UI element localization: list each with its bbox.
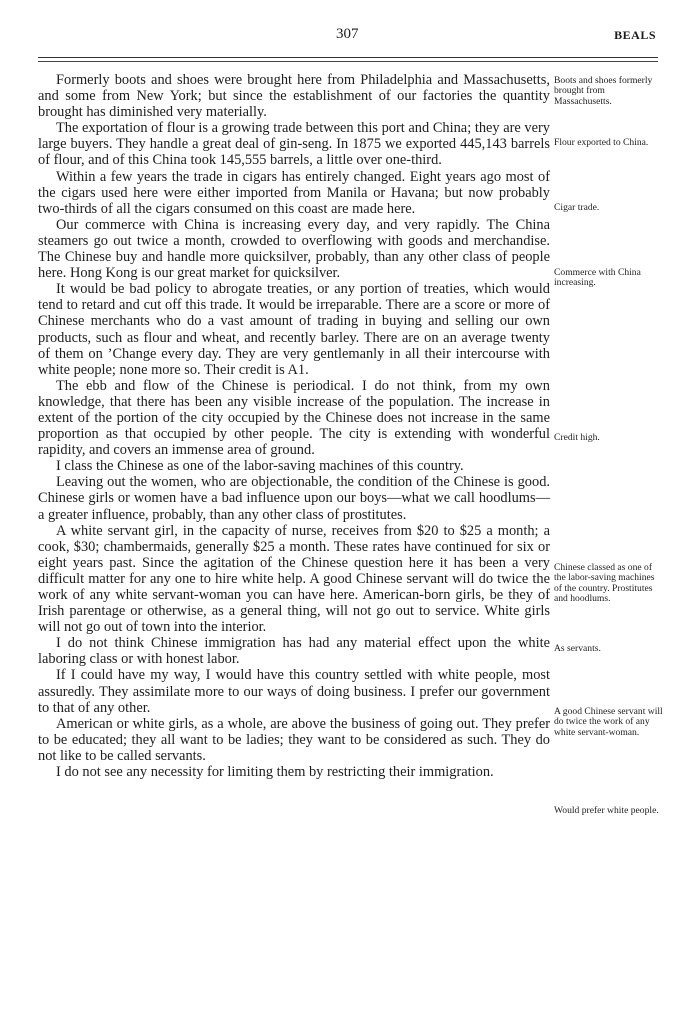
paragraph-servants: A white servant girl, in the capacity of nurse, receives from $20 to $25 a month; a cook, $30; chambermaids, generally $25 a month. These rates have continued for six or eight years past. Since the agitation of the Chinese question here it has been a very difficult matter for any one to hire white help. A good Chinese servant will do twice the work of any white servant-woman you can have here. American-born girls, be they of Irish parentage or otherwise, as a general thing, will not go out to service. White girls will not go out of town into the interior. [38, 522, 550, 636]
paragraph-commerce: Our commerce with China is increasing every day, and very rapidly. The China steamers go out twice a month, crowded to overflowing with goods and merchandise. The Chinese buy and handle more quicksilver, probably, than any other class of people here. Hong Kong is our great market for quicksilver. [38, 216, 550, 282]
margin-note-commerce: Commerce with China increasing. [554, 267, 641, 289]
paragraph-white-settlers: If I could have my way, I would have this country settled with white people, most assuredly. They assimilate more to our ways of doing business. I prefer our government to that of any other. [38, 667, 550, 716]
margin-note-good-servant: A good Chinese servant will do twice the work of any white servant-woman. [554, 706, 663, 738]
paragraph-boots: Formerly boots and shoes were brought here from Philadelphia and Massachusetts, and some from New York; but since the establishment of our factories the quantity brought has diminished very materially. [38, 72, 550, 121]
margin-note-boots: Boots and shoes formerly brought from Massachusetts. [554, 75, 653, 107]
paragraph-cigars: Within a few years the trade in cigars has entirely changed. Eight years ago most of the cigars used here were either imported from Manila or Havana; but now probably two-thirds of all the cigars consumed on this coast are made here. [38, 168, 550, 217]
margin-note-cigar: Cigar trade. [554, 202, 600, 213]
page-number: 307 [336, 26, 359, 42]
header-rule-top [38, 57, 658, 58]
margin-note-white-people: Would prefer white people. [554, 805, 659, 816]
margin-note-servants: As servants. [554, 643, 601, 654]
margin-note-credit: Credit high. [554, 432, 600, 443]
paragraph-ebb-flow: The ebb and flow of the Chinese is periodical. I do not think, from my own knowledge, that there has been any visible increase of the population. The increase in extent of the portion of the city occupied by the Chinese does not increase in the same proportion as that occupied by other people. The city is extending with wonderful rapidity, and covers an immense area of ground. [38, 377, 550, 459]
paragraph-immigration-effect: I do not think Chinese immigration has had any material effect upon the white laboring class or with honest labor. [38, 635, 550, 668]
margin-note-flour: Flour exported to China. [554, 137, 649, 148]
paragraph-restriction: I do not see any necessity for limiting them by restricting their immigration. [56, 764, 494, 781]
paragraph-flour: The exportation of flour is a growing trade between this port and China; they are very large buyers. They handle a great deal of gin-seng. In 1875 we exported 445,143 barrels of flour, and of this China took 145,555 barrels, a little over one-third. [38, 120, 550, 169]
paragraph-treaties: It would be bad policy to abrogate treaties, or any portion of treaties, which would tend to retard and cut off this trade. It would be irreparable. There are a score or more of Chinese merchants who do a vast amount of trading in buying and selling our own products, such as flour and wheat, and recently barley. There are on an average twenty of them on ’Change every day. They are very gentlemanly in all their intercourse with white people; none more so. Their credit is A1. [38, 281, 550, 378]
page-header [38, 26, 656, 46]
paragraph-labor-saving: I class the Chinese as one of the labor-saving machines of this country. [56, 458, 464, 475]
margin-note-labor-saving: Chinese classed as one of the labor-saving machines of the country. Prostitutes and hoodlums. [554, 562, 655, 605]
header-rule-bottom [38, 61, 658, 62]
main-text-column [38, 72, 550, 780]
paragraph-women: Leaving out the women, who are objectionable, the condition of the Chinese is good. Chinese girls or women have a bad influence upon our boys—what we call hoodlums—a greater influence, probably, than any other class of prostitutes. [38, 474, 550, 523]
running-head: BEALS [614, 28, 656, 42]
paragraph-white-girls: American or white girls, as a whole, are above the business of going out. They prefer to be educated; they all want to be ladies; they want to be considered as such. They do not like to be called servants. [38, 715, 550, 764]
